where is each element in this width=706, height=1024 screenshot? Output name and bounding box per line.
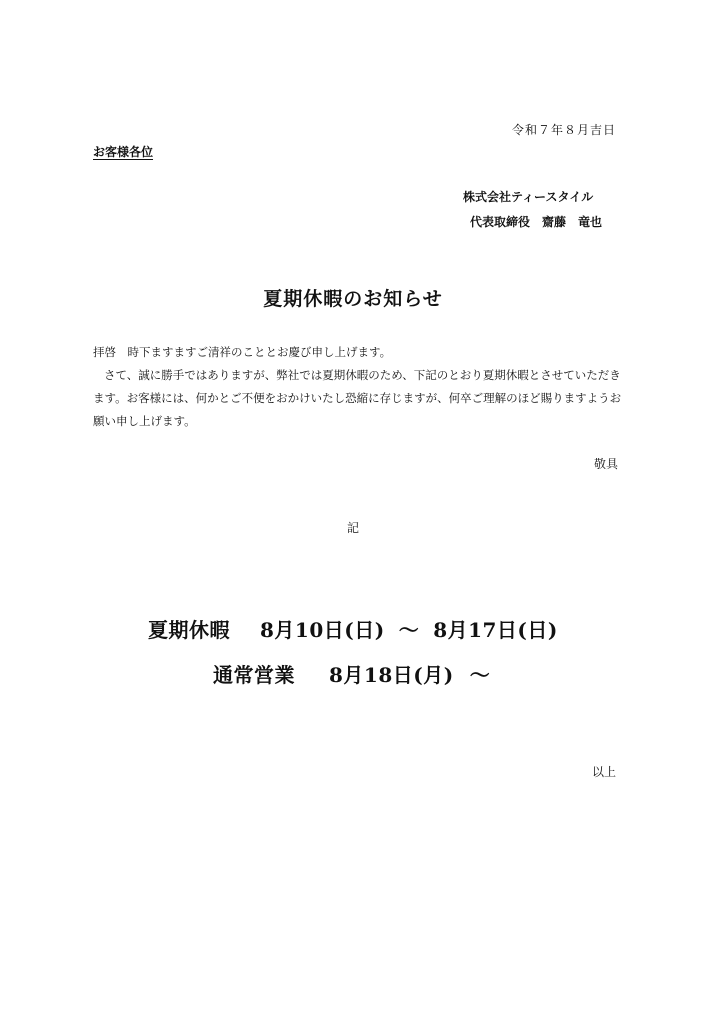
regular-tilde: ～ — [469, 663, 491, 687]
holiday-start-date: 8月10日(日) — [260, 618, 385, 642]
body-paragraph: さて、誠に勝手ではありますが、弊社では夏期休暇のため、下記のとおり夏期休暇とさせていただきます。お客様には、何かとご不便をおかけいたし恐縮に存じますが、何卒ご理解のほど賜りますようお願い申し上げます。 — [93, 368, 622, 428]
holiday-label: 夏期休暇 — [148, 618, 230, 642]
sender-company: 株式会社ティースタイル — [463, 190, 594, 204]
page-title: 夏期休暇のお知らせ — [263, 288, 443, 310]
letter-date: 令和７年８月吉日 — [511, 123, 616, 137]
sender-representative: 代表取締役 齋藤 竜也 — [470, 215, 603, 229]
regular-business-line — [213, 659, 490, 688]
recipient: お客様各位 — [93, 145, 154, 159]
ending-ijo: 以上 — [591, 765, 616, 779]
regular-start-date: 8月18日(月) — [329, 663, 454, 687]
ki-heading: 記 — [346, 521, 359, 535]
holiday-end-date: 8月17日(日) — [433, 618, 558, 642]
letter-body — [93, 341, 623, 433]
regular-label: 通常営業 — [213, 663, 295, 687]
holiday-period-line — [148, 614, 558, 643]
holiday-tilde: ～ — [398, 618, 420, 642]
closing-keigu: 敬具 — [593, 457, 618, 471]
greeting-paragraph: 拝啓 時下ますますご清祥のこととお慶び申し上げます。 — [93, 345, 392, 359]
